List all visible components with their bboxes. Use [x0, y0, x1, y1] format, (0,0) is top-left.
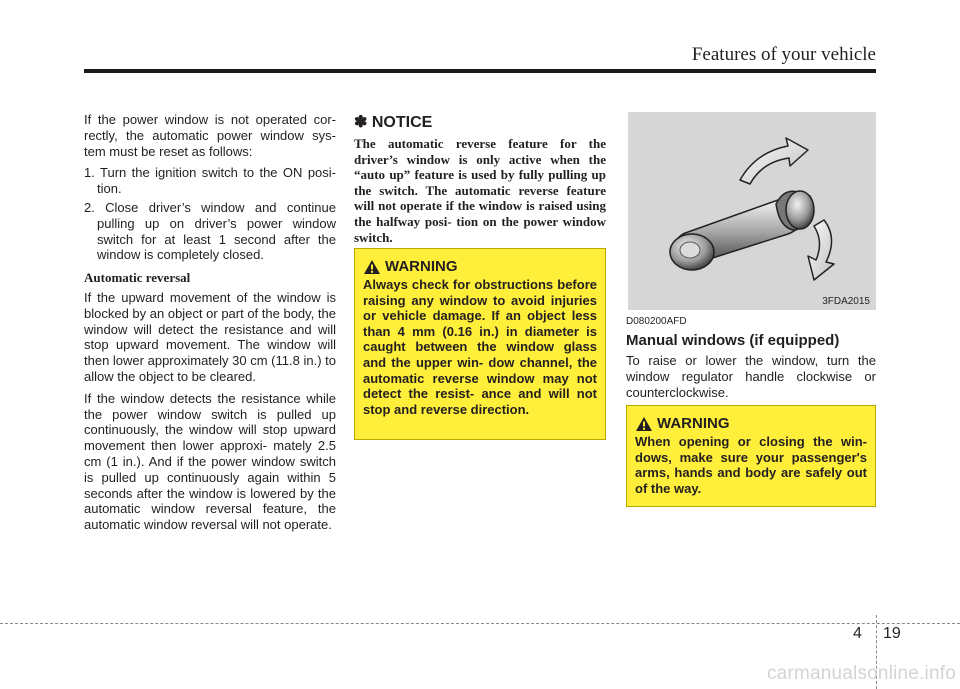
automatic-reversal-paragraph-1: If the upward movement of the window is blocked by an object or part of the body, the window will detect the resistance and will stop upward movement. The window will then lower approximately 30 cm (11.8 in.) to allow the object to be cleared. — [84, 289, 336, 384]
page-number: 19 — [883, 625, 901, 642]
warning-box-passengers — [626, 405, 876, 507]
manual-windows-text: To raise or lower the window, turn the window regulator handle clockwise or counterclockwise. — [626, 353, 876, 400]
left-column — [84, 112, 336, 539]
manual-windows-heading: Manual windows (if equipped) — [626, 332, 840, 349]
notice-block — [354, 112, 606, 245]
reset-step-1: 1. Turn the ignition switch to the ON posi- tion. — [84, 165, 336, 197]
section-code: D080200AFD — [626, 316, 687, 327]
figure-label: 3FDA2015 — [822, 296, 870, 307]
warning-title: WARNING — [385, 258, 458, 275]
automatic-reversal-heading: Automatic reversal — [84, 270, 191, 286]
reset-steps-list — [84, 165, 336, 263]
warning-title: WARNING — [657, 415, 730, 432]
window-handle-figure — [628, 112, 876, 310]
notice-text: The automatic reverse feature for the driver’s window is only active when the “auto up” feature is used by fully pulling up the switch. The automatic reverse feature will not operate if the window is raised using the halfway posi- tion on the power window switch. — [354, 136, 606, 245]
warning-triangle-icon — [635, 416, 653, 432]
warning-text: Always check for obstructions before raising any window to avoid injuries or vehicle damage. If an object less than 4 mm (0.16 in.) in diameter is caught between the window glass and the upper win- dow channel, the automatic reverse window may not detect the resist- ance and will not stop and reverse direction. — [363, 277, 597, 417]
warning-triangle-icon — [363, 259, 381, 275]
manual-windows-section — [626, 316, 876, 400]
automatic-reversal-paragraph-2: If the window detects the resistance while the power window switch is pulled up continuously, the window will stop upward movement then lower approxi- mately 2.5 cm (1 in.). And if the power window switch is pulled up continuously again within 5 seconds after the window is lowered by the automatic window reversal feature, the automatic window reversal will not operate. — [84, 390, 336, 533]
warning-box-obstructions — [354, 248, 606, 440]
chapter-number: 4 — [853, 625, 862, 642]
intro-paragraph: If the power window is not operated cor- rectly, the automatic power window sys- tem must be reset as follows: — [84, 112, 336, 159]
watermark: carmanualsonline.info — [766, 663, 956, 684]
header-rule — [84, 69, 876, 73]
warning-text: When opening or closing the win- dows, make sure your passenger's arms, hands and body are safely out of the way. — [635, 434, 867, 496]
reset-step-2: 2. Close driver’s window and continue pulling up on driver’s power window switch for at least 1 second after the window is completely closed. — [84, 199, 336, 263]
running-header-title: Features of your vehicle — [691, 44, 876, 65]
notice-title: ✽ NOTICE — [354, 114, 433, 131]
footer-rule — [0, 623, 960, 624]
window-regulator-handle-illustration — [628, 112, 876, 310]
